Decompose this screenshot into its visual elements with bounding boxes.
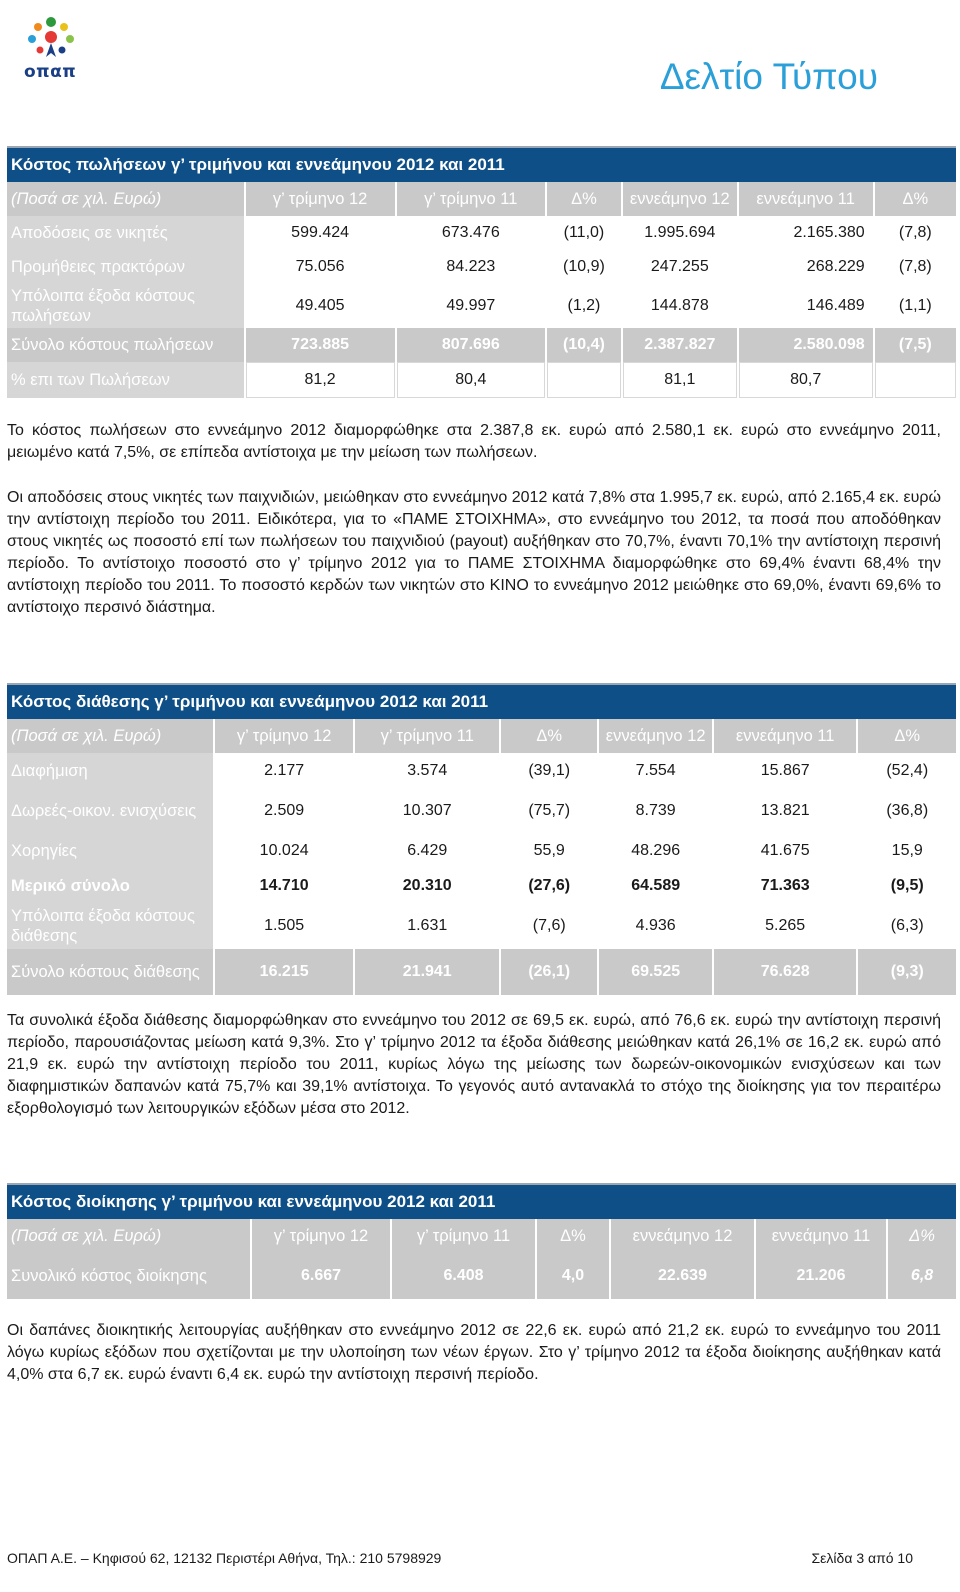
cell: 2.165.380 bbox=[793, 224, 865, 241]
cell: 268.229 bbox=[806, 258, 865, 275]
cell: 13.821 bbox=[760, 802, 810, 819]
cell: 2.580.098 bbox=[739, 328, 873, 362]
col-header: γ’ τρίμηνο 11 bbox=[355, 719, 499, 753]
cell: 1.995.694 bbox=[644, 224, 716, 241]
cell: 2.177 bbox=[264, 762, 305, 779]
cell: 8.739 bbox=[635, 802, 676, 819]
cell: (75,7) bbox=[528, 802, 571, 819]
col-header: εννεάμηνο 12 bbox=[623, 182, 737, 216]
cell: 5.265 bbox=[765, 917, 806, 934]
col-header: γ’ τρίμηνο 11 bbox=[392, 1219, 535, 1253]
table-subtotal-row bbox=[7, 869, 956, 903]
table-row bbox=[7, 284, 956, 328]
col-header: εννεάμηνο 12 bbox=[611, 1219, 754, 1253]
cell: (7,8) bbox=[898, 258, 932, 275]
cell: 673.476 bbox=[441, 224, 500, 241]
row-label: Μερικό σύνολο bbox=[7, 869, 213, 903]
cell: 80,4 bbox=[397, 362, 545, 398]
table-total-row bbox=[7, 949, 956, 995]
cell: 807.696 bbox=[397, 328, 545, 362]
cell: 14.710 bbox=[259, 877, 309, 894]
cell: 81,1 bbox=[623, 362, 737, 398]
col-header-units: (Ποσά σε χιλ. Ευρώ) bbox=[7, 182, 244, 216]
cell: 247.255 bbox=[650, 258, 709, 275]
cell: 21.206 bbox=[756, 1253, 886, 1299]
cell: 76.628 bbox=[714, 949, 857, 995]
cell: 3.574 bbox=[407, 762, 448, 779]
col-header-units: (Ποσά σε χιλ. Ευρώ) bbox=[7, 1219, 250, 1253]
cell: 49.405 bbox=[295, 297, 345, 314]
cell: (1,2) bbox=[567, 297, 601, 314]
col-header: Δ% bbox=[888, 1219, 956, 1253]
paragraph: Τα συνολικά έξοδα διάθεσης διαμορφώθηκαν στο εννεάμηνο του 2012 σε 69,5 εκ. ευρώ, από 76,6 εκ. ευρώ την αντίστοιχη περσινή περίοδο, παρουσιάζοντας μείωση κατά 9,3%. Στο γ’ τρίμηνο 2012 τα έξοδα διάθεσης μειώθηκαν κατά 26,1% σε 16,2 εκ. ευρώ από 21,9 εκ. ευρώ την αντίστοιχη περίοδο του 2011, κυρίως λόγω της μείωσης των δωρεών-οικονομικών ενισχύσεων και των διαφημιστικών δαπανών κατά 75,7% και 39,1% αντίστοιχα. Το γεγονός αυτό αντανακλά το στόχο της διοίκησης για τον περαιτέρω εξορθολογισμό των λειτουργικών εξόδων μέσα στο 2012. bbox=[7, 1012, 941, 1117]
administrative-cost-table bbox=[5, 1183, 958, 1299]
cell: 41.675 bbox=[760, 842, 810, 859]
col-header: εννεάμηνο 11 bbox=[739, 182, 873, 216]
col-header: Δ% bbox=[875, 182, 956, 216]
row-label: Συνολικό κόστος διοίκησης bbox=[7, 1253, 250, 1299]
col-header: Δ% bbox=[537, 1219, 609, 1253]
cell: 16.215 bbox=[215, 949, 354, 995]
table-total-row bbox=[7, 328, 956, 362]
page-title: Δελτίο Τύπου bbox=[659, 56, 878, 97]
cell: 4.936 bbox=[635, 917, 676, 934]
row-label: Χορηγίες bbox=[7, 833, 213, 869]
cell: 6,8 bbox=[888, 1253, 956, 1299]
table-header-row bbox=[7, 182, 956, 216]
cell: (6,3) bbox=[890, 917, 924, 934]
cell: (36,8) bbox=[886, 802, 929, 819]
paragraph: Οι δαπάνες διοικητικής λειτουργίας αυξήθηκαν στο εννεάμηνο 2012 σε 22,6 εκ. ευρώ από 21,2 εκ. ευρώ το εννεάμηνο του 2011 λόγω κυρίως εξόδων που σχετίζονται με την υλοποίηση των νέων έργων. Στο γ’ τρίμηνο 2012 τα έξοδα διοίκησης αυξήθηκαν κατά 4,0% στα 6,7 εκ. ευρώ έναντι 6,4 εκ. ευρώ την αντίστοιχη περσινή περίοδο. bbox=[7, 1322, 941, 1383]
footer-address: ΟΠΑΠ Α.Ε. – Κηφισού 62, 12132 Περιστέρι Αθήνα, Τηλ.: 210 5798929 bbox=[7, 1550, 442, 1566]
table-row bbox=[7, 362, 956, 398]
cell: 20.310 bbox=[402, 877, 452, 894]
cell: 84.223 bbox=[446, 258, 496, 275]
paragraph: Το κόστος πωλήσεων στο εννεάμηνο 2012 διαμορφώθηκε στα 2.387,8 εκ. ευρώ από 2.580,1 εκ. ευρώ στο εννεάμηνο 2011, μειωμένο κατά 7,5%, σε επίπεδα αντίστοιχα με την μείωση των πωλήσεων. bbox=[7, 422, 941, 461]
cell: (52,4) bbox=[886, 762, 929, 779]
cell: (7,8) bbox=[898, 224, 932, 241]
cell: 21.941 bbox=[355, 949, 499, 995]
col-header-units: (Ποσά σε χιλ. Ευρώ) bbox=[7, 719, 213, 753]
table-title: Κόστος διοίκησης γ’ τριμήνου και εννεάμηνου 2012 και 2011 bbox=[7, 1183, 956, 1219]
cell: 144.878 bbox=[650, 297, 709, 314]
row-label: Διαφήμιση bbox=[7, 753, 213, 789]
cell: 75.056 bbox=[295, 258, 345, 275]
row-label: Δωρεές-οικον. ενισχύσεις bbox=[7, 789, 213, 833]
cell bbox=[547, 362, 621, 398]
col-header: γ’ τρίμηνο 12 bbox=[215, 719, 354, 753]
cell: 15.867 bbox=[760, 762, 810, 779]
cell: 22.639 bbox=[611, 1253, 754, 1299]
cell: (27,6) bbox=[528, 877, 571, 894]
cell: 10.024 bbox=[259, 842, 309, 859]
cell: 2.387.827 bbox=[623, 328, 737, 362]
cell: 1.505 bbox=[264, 917, 305, 934]
cell: 6.429 bbox=[407, 842, 448, 859]
cell: 69.525 bbox=[599, 949, 711, 995]
col-header: γ’ τρίμηνο 12 bbox=[252, 1219, 390, 1253]
cell: (7,6) bbox=[532, 917, 566, 934]
table-row bbox=[7, 753, 956, 789]
row-label: % επι των Πωλήσεων bbox=[7, 362, 244, 398]
distribution-cost-table bbox=[5, 683, 958, 995]
cell bbox=[875, 362, 956, 398]
cell: 15,9 bbox=[891, 842, 923, 859]
cell: (1,1) bbox=[898, 297, 932, 314]
table-row bbox=[7, 833, 956, 869]
cell: (26,1) bbox=[501, 949, 597, 995]
cell: 599.424 bbox=[291, 224, 350, 241]
col-header: Δ% bbox=[501, 719, 597, 753]
row-label: Προμήθειες πρακτόρων bbox=[7, 250, 244, 284]
table-row bbox=[7, 250, 956, 284]
cell: 1.631 bbox=[407, 917, 448, 934]
table-title: Κόστος πωλήσεων γ’ τριμήνου και εννεάμηνου 2012 και 2011 bbox=[7, 146, 956, 182]
footer-page-number: Σελίδα 3 από 10 bbox=[811, 1550, 913, 1566]
row-label: Υπόλοιπα έξοδα κόστους πωλήσεων bbox=[7, 284, 244, 328]
row-label: Υπόλοιπα έξοδα κόστους διάθεσης bbox=[7, 903, 213, 949]
cell: 4,0 bbox=[537, 1253, 609, 1299]
table-total-row bbox=[7, 1253, 956, 1299]
paragraph: Οι αποδόσεις στους νικητές των παιχνιδιών, μειώθηκαν στο εννεάμηνο 2012 κατά 7,8% στα 1.995,7 εκ. ευρώ, από 2.165,4 εκ. ευρώ την αντίστοιχη περίοδο του 2011. Ειδικότερα, για το «ΠΑΜΕ ΣΤΟΙΧΗΜΑ», στο εννεάμηνο του 2012, τα ποσά που αποδόθηκαν στους νικητές ως ποσοστό επί των πωλήσεων του παιχνιδιού (payout) αυξήθηκαν στο 70,7%, έναντι 70,1% την αντίστοιχη περσινή περίοδο. Το αντίστοιχο ποσοστό στο γ’ τρίμηνο 2012 για το ΠΑΜΕ ΣΤΟΙΧΗΜΑ διαμορφώθηκε στο 69,4% έναντι 68,4% την αντίστοιχη περίοδο του 2011. Το ποσοστό κερδών των νικητών στο ΚΙΝΟ το εννεάμηνο 2012 μειώθηκε στο 69,0%, έναντι 69,6% το αντίστοιχο περσινό διάστημα. bbox=[7, 489, 941, 616]
cell: (9,5) bbox=[890, 877, 924, 894]
cell: 7.554 bbox=[635, 762, 676, 779]
table-header-row bbox=[7, 1219, 956, 1253]
col-header: εννεάμηνο 12 bbox=[599, 719, 711, 753]
cell: 10.307 bbox=[402, 802, 452, 819]
cell: 71.363 bbox=[760, 877, 810, 894]
row-label: Σύνολο κόστους πωλήσεων bbox=[7, 328, 244, 362]
cell: 80,7 bbox=[739, 362, 873, 398]
cell: 2.509 bbox=[264, 802, 305, 819]
col-header: Δ% bbox=[547, 182, 621, 216]
cell: 55,9 bbox=[533, 842, 565, 859]
cost-of-sales-table bbox=[5, 146, 958, 398]
table-row bbox=[7, 216, 956, 250]
cell: 6.408 bbox=[392, 1253, 535, 1299]
cell: (9,3) bbox=[858, 949, 956, 995]
table-title: Κόστος διάθεσης γ’ τριμήνου και εννεάμηνου 2012 και 2011 bbox=[7, 683, 956, 719]
row-label: Σύνολο κόστους διάθεσης bbox=[7, 949, 213, 995]
cell: (39,1) bbox=[528, 762, 571, 779]
cell: (10,9) bbox=[563, 258, 605, 275]
table-header-row bbox=[7, 719, 956, 753]
col-header: γ’ τρίμηνο 11 bbox=[397, 182, 545, 216]
cell: 6.667 bbox=[252, 1253, 390, 1299]
col-header: εννεάμηνο 11 bbox=[714, 719, 857, 753]
table-row bbox=[7, 903, 956, 949]
cell: 81,2 bbox=[246, 362, 395, 398]
cell: (11,0) bbox=[563, 224, 605, 241]
col-header: γ’ τρίμηνο 12 bbox=[246, 182, 395, 216]
row-label: Αποδόσεις σε νικητές bbox=[7, 216, 244, 250]
logo-wordmark: οπαπ bbox=[24, 62, 77, 82]
cell: (7,5) bbox=[875, 328, 956, 362]
table-row bbox=[7, 789, 956, 833]
cell: 64.589 bbox=[631, 877, 681, 894]
cell: 723.885 bbox=[246, 328, 395, 362]
cell: 146.489 bbox=[806, 297, 865, 314]
cell: 48.296 bbox=[631, 842, 681, 859]
col-header: Δ% bbox=[858, 719, 956, 753]
col-header: εννεάμηνο 11 bbox=[756, 1219, 886, 1253]
cell: (10,4) bbox=[547, 328, 621, 362]
cell: 49.997 bbox=[446, 297, 496, 314]
